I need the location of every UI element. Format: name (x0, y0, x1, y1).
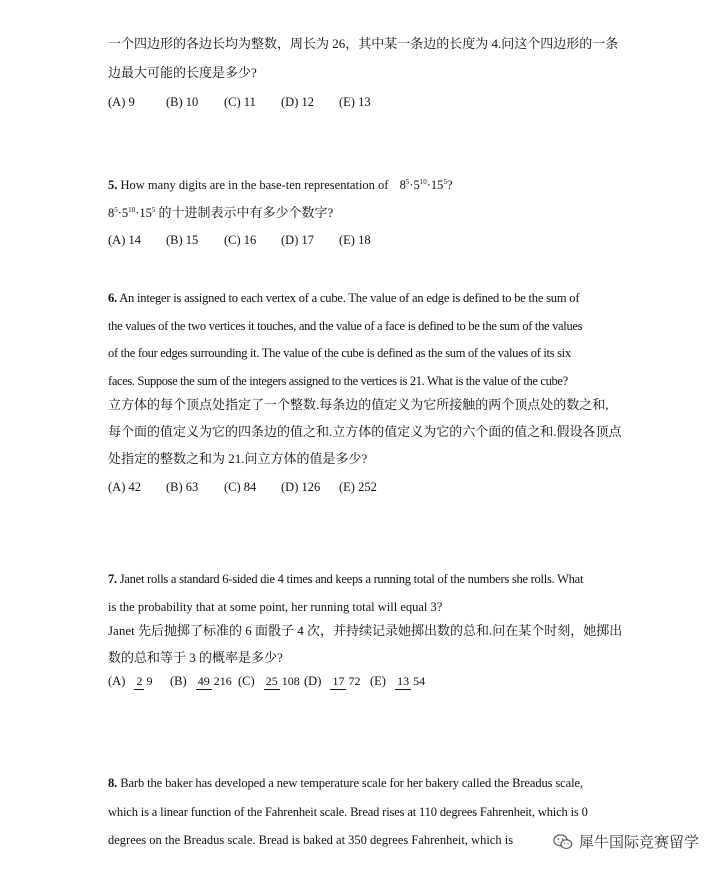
option-d-fraction: 17 72 (332, 674, 361, 689)
question-7-options (108, 674, 613, 690)
option-a: (A) 14 (108, 233, 141, 247)
question-7-number: 7. (108, 572, 117, 586)
option-a: (A) 42 (108, 480, 141, 494)
option-b: (B) 10 (166, 95, 199, 109)
question-5-text: How many digits are in the base-ten representation of (120, 178, 389, 192)
option-d (304, 674, 361, 690)
question-8-number: 8. (108, 776, 118, 790)
option-e-label: (E) (370, 674, 386, 688)
option-c: (C) 16 (224, 233, 257, 247)
question-5-number: 5. (108, 178, 118, 192)
question-6-number: 6. (108, 291, 117, 305)
option-e: (E) 18 (339, 233, 371, 247)
question-7-en-line-2: is the probability that at some point, her running total will equal 3? (108, 599, 443, 614)
question-6-cn-line-2: 每个面的值定义为它的四条边的值之和.立方体的值定义为它的六个面的值之和.假设各顶点 (108, 424, 622, 439)
option-c (238, 674, 300, 690)
question-5-expression: $8^5\cdot 5^{10}\cdot 15^5$? (399, 178, 453, 192)
option-e: (E) 252 (339, 480, 377, 494)
option-d-label: (D) (304, 674, 322, 688)
question-4-options (108, 95, 613, 110)
question-7-cn-line-2: 数的总和等于 3 的概率是多少? (108, 650, 283, 665)
option-a-fraction: 2 9 (136, 674, 153, 689)
question-5 (108, 179, 613, 248)
option-c: (C) 84 (224, 480, 257, 494)
watermark (553, 831, 699, 852)
question-8-en-line-2: which is a linear function of the Fahrenheit scale. Bread rises at 110 degrees Fahrenheit, which is 0 (108, 804, 588, 819)
question-4 (108, 36, 619, 110)
option-a (108, 674, 156, 690)
option-e-fraction: 13 54 (397, 674, 426, 689)
wechat-icon (553, 833, 573, 851)
question-6 (108, 291, 622, 495)
question-6-en-line-2: the values of the two vertices it touches, and the value of a face is defined to be the sum of the values (108, 318, 583, 333)
option-a-label: (A) (108, 674, 126, 688)
option-d: (D) 12 (281, 95, 314, 109)
question-7-cn-line-1: Janet 先后抛掷了标准的 6 面骰子 4 次，并持续记录她掷出数的总和.问在某个时刻，她掷出 (108, 623, 623, 638)
option-b-label: (B) (170, 674, 187, 688)
question-6-cn-line-3: 处指定的整数之和为 21.问立方体的值是多少? (108, 451, 368, 466)
question-8-en-line-1: Barb the baker has developed a new temperature scale for her bakery called the Breadus scale, (120, 776, 583, 790)
question-4-text-line-2: 边最大可能的长度是多少? (108, 65, 257, 80)
question-6-en-line-3: of the four edges surrounding it. The value of the cube is defined as the sum of the values of its six (108, 346, 571, 360)
question-7 (108, 572, 623, 690)
question-6-en-line-1: An integer is assigned to each vertex of a cube. The value of an edge is defined to be the sum of (119, 291, 580, 305)
option-d: (D) 17 (281, 233, 314, 247)
option-b-fraction: 49 216 (197, 674, 232, 689)
question-6-en-line-4: faces. Suppose the sum of the integers assigned to the vertices is 21. What is the value of the cube? (108, 373, 568, 388)
option-c-label: (C) (238, 674, 255, 688)
question-5-options (108, 233, 613, 248)
option-e (370, 674, 427, 690)
option-b (170, 674, 232, 690)
question-8 (108, 777, 613, 847)
option-c-fraction: 25 108 (265, 674, 300, 689)
option-c: (C) 11 (224, 95, 256, 109)
question-5-expression-cn: $8^5\cdot 5^{10}\cdot 15^5$ (108, 205, 156, 220)
question-6-options (108, 480, 613, 495)
question-5-text-cn: 的十进制表示中有多少个数字? (158, 204, 334, 220)
option-b: (B) 63 (166, 480, 199, 494)
option-b: (B) 15 (166, 233, 199, 247)
question-4-text-line-1: 一个四边形的各边长均为整数，周长为 26，其中某一条边的长度为 4.问这个四边形的一条 (108, 36, 619, 51)
question-7-en-line-1: Janet rolls a standard 6-sided die 4 times and keeps a running total of the numbers she rolls. What (119, 572, 584, 586)
question-8-en-line-3: degrees on the Breadus scale. Bread is baked at 350 degrees Fahrenheit, which is (108, 833, 514, 847)
watermark-text: 犀牛国际竞赛留学 (578, 833, 699, 851)
option-e: (E) 13 (339, 95, 371, 109)
option-d: (D) 126 (281, 480, 321, 494)
option-a: (A) 9 (108, 95, 135, 109)
question-6-cn-line-1: 立方体的每个顶点处指定了一个整数.每条边的值定义为它所接触的两个顶点处的数之和, (108, 397, 609, 412)
